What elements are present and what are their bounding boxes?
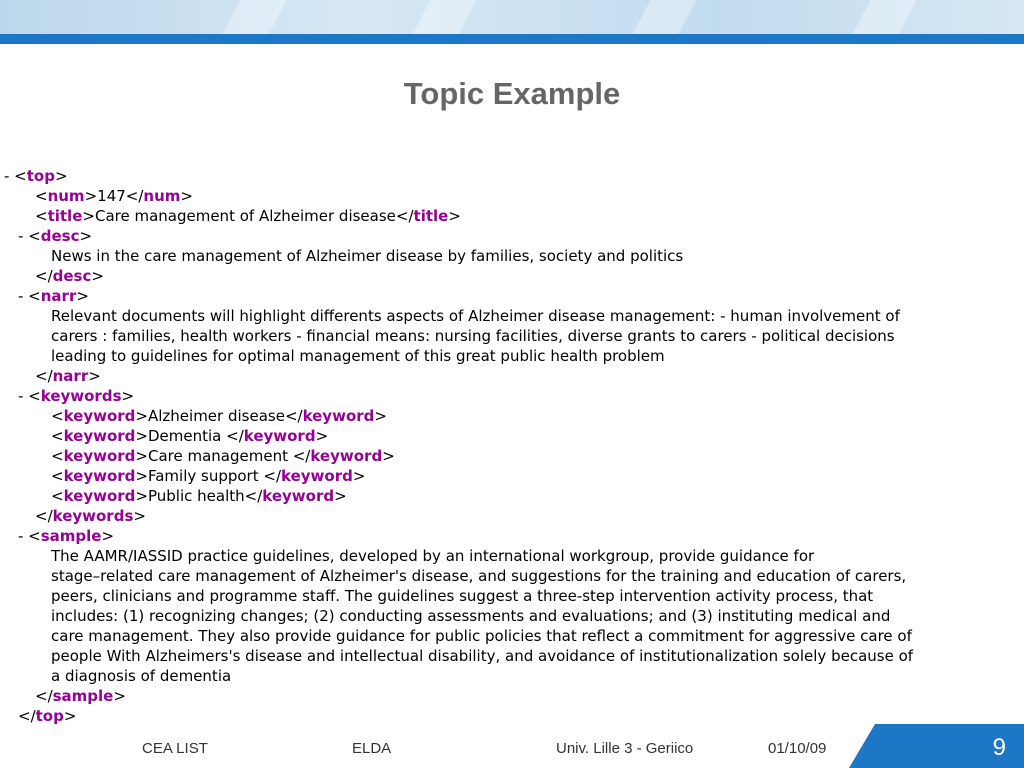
narr-line: leading to guidelines for optimal management of this great public health problem [51,347,665,365]
tag-name: desc [40,227,80,245]
tag-name: keyword [262,487,335,505]
xml-line-sample-close: </sample> [35,687,126,705]
slide-number: 9 [992,734,1006,761]
tag-name: narr [40,287,77,305]
sample-line: The AAMR/IASSID practice guidelines, developed by an international workgroup, provide guidance for [51,547,815,565]
keyword-value: Family support [147,467,264,485]
xml-line-keywords-close: </keywords> [35,507,146,525]
tag-name: keywords [52,507,134,525]
keyword-line: <keyword>Dementia </keyword> [51,427,329,445]
xml-line-desc-open: - <desc> [18,227,93,245]
sample-line: a diagnosis of dementia [51,667,232,685]
slide-title: Topic Example [403,76,621,111]
xml-line-keywords-open: - <keywords> [18,387,135,405]
keyword-value: Alzheimer disease [147,407,285,425]
keyword-value: Care management [147,447,293,465]
tag-name: keyword [63,467,136,485]
tag-name: narr [52,367,89,385]
keyword-line: <keyword>Public health</keyword> [51,487,347,505]
footer-org-elda: ELDA [352,740,392,757]
keyword-value: Dementia [147,427,227,445]
footer-org-lille: Univ. Lille 3 - Geriico [556,740,694,757]
tag-name: keyword [63,427,136,445]
tag-name: num [47,187,85,205]
tag-name: desc [52,267,92,285]
tag-name: keyword [281,467,353,485]
tag-name: sample [40,527,102,545]
topic-title: Care management of Alzheimer disease [94,207,396,225]
keyword-line: <keyword>Care management </keyword> [51,447,395,465]
topic-num: 147 [97,187,126,205]
xml-line-title: <title>Care management of Alzheimer disease</title> [35,207,461,225]
sample-line: includes: (1) recognizing changes; (2) conducting assessments and evaluations; and (3) instituting medical and [51,607,891,625]
tag-name: keyword [302,407,375,425]
footer-date: 01/10/09 [768,740,827,757]
tag-name: num [143,187,181,205]
xml-line-narr-open: - <narr> [18,287,89,305]
footer [0,724,1024,768]
keyword-value: Public health [147,487,245,505]
xml-line-sample-open: - <sample> [18,527,115,545]
narr-line: carers : families, health workers - financial means: nursing facilities, diverse grants to carers - political decisions [51,327,895,345]
tag-name: keyword [63,487,136,505]
xml-line-top-close: </top> [18,707,77,725]
tag-name: keyword [63,407,136,425]
tag-name: keywords [40,387,122,405]
narr-line: Relevant documents will highlight differents aspects of Alzheimer disease management: - human involvement of [51,307,900,325]
header-banner [0,0,1024,44]
keyword-line: <keyword>Alzheimer disease</keyword> [51,407,387,425]
sample-line: people With Alzheimers's disease and intellectual disability, and avoidance of institutionalization solely because of [51,647,914,665]
xml-line-desc-close: </desc> [35,267,104,285]
tag-name: keyword [243,427,316,445]
sample-line: care management. They also provide guidance for public policies that reflect a commitment for aggressive care of [51,627,912,645]
tag-name: top [35,707,64,725]
sample-line: stage–related care management of Alzheimer's disease, and suggestions for the training and education of carers, [51,567,907,585]
tag-name: top [26,167,55,185]
tag-name: title [413,207,449,225]
tag-name: keyword [63,447,136,465]
topic-desc: News in the care management of Alzheimer disease by families, society and politics [51,247,684,265]
xml-line-narr-close: </narr> [35,367,101,385]
footer-org-cea: CEA LIST [142,740,208,757]
tag-name: title [47,207,83,225]
xml-line-top-open: - <top> [4,167,68,185]
keyword-line: <keyword>Family support </keyword> [51,467,366,485]
tag-name: keyword [310,447,383,465]
xml-line-num: <num>147</num> [35,187,193,205]
tag-name: sample [52,687,114,705]
sample-line: peers, clinicians and programme staff. The guidelines suggest a three-step intervention activity process, that [51,587,874,605]
xml-topic-listing [4,166,1024,726]
